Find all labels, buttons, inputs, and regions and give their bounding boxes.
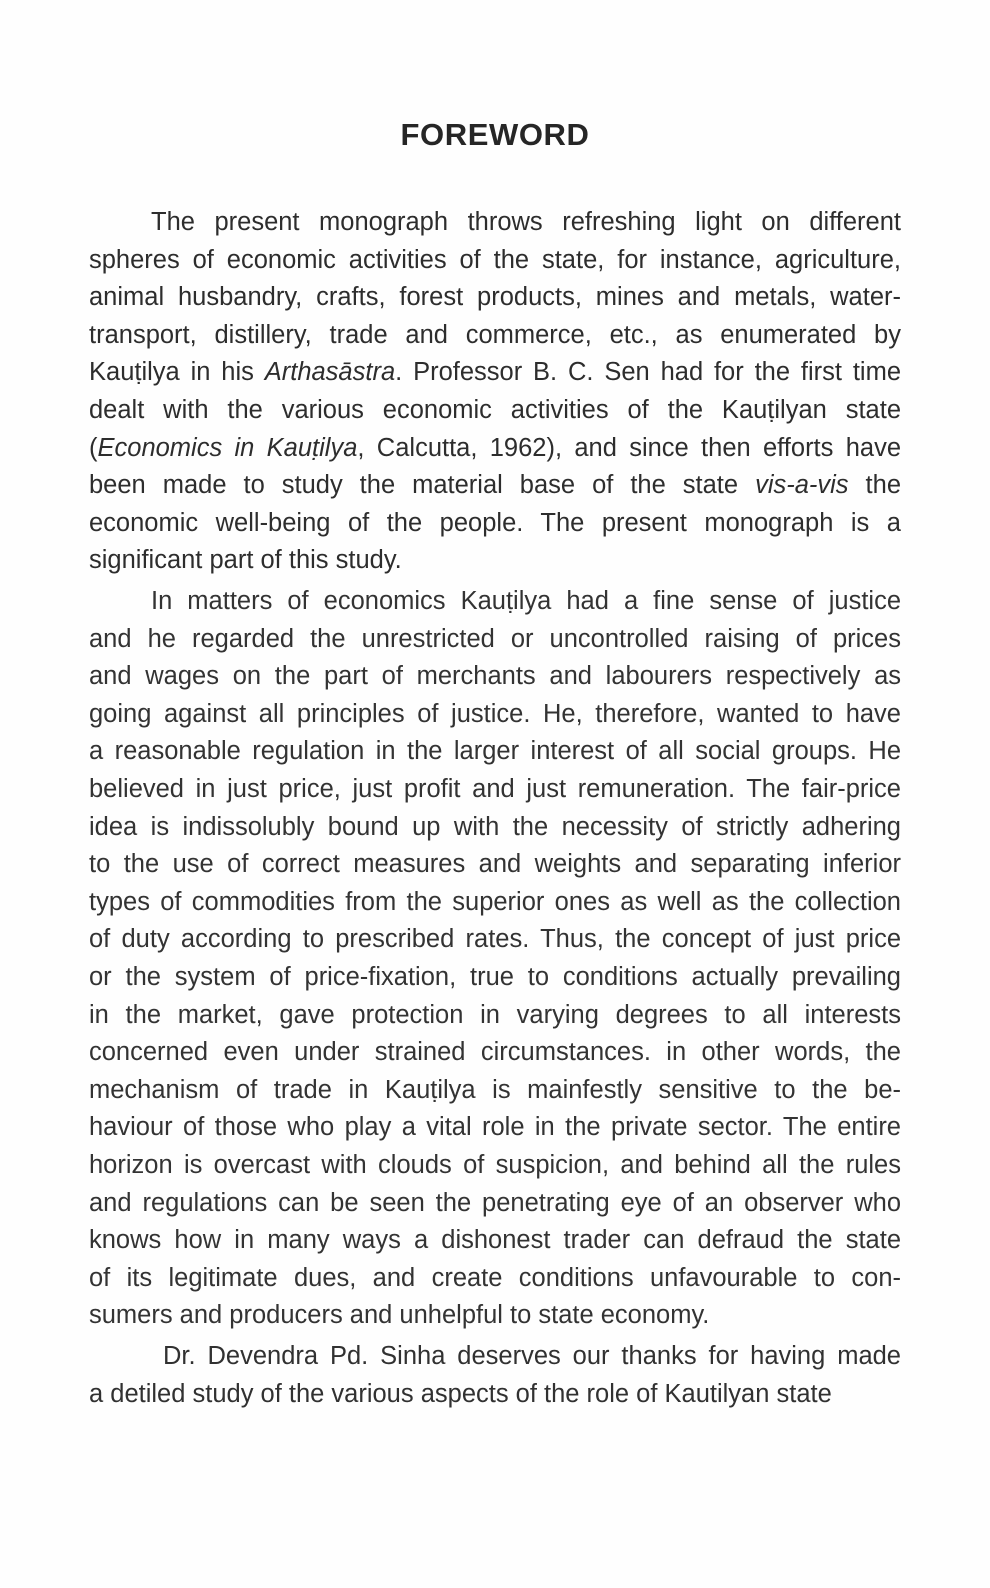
text-line: In matters of economics Kauṭilya had a fine sense of justice xyxy=(151,587,901,616)
text-line: a reasonable regulation in the larger interest of all social groups. He xyxy=(89,737,901,766)
text-line: a detiled study of the various aspects of the role of Kautilyan state xyxy=(89,1379,832,1408)
text-line: dealt with the various economic activities of the Kauṭilyan state xyxy=(89,396,901,425)
paragraph-3 xyxy=(89,1338,901,1413)
text-line: mechanism of trade in Kauṭilya is mainfestly sensitive to the be- xyxy=(89,1075,901,1104)
text-line: The present monograph throws refreshing light on different xyxy=(151,208,901,237)
text-line: haviour of those who play a vital role in the private sector. The entire xyxy=(89,1113,901,1142)
text-line: Kauṭilya in his Arthasāstra. Professor B. C. Sen had for the first time xyxy=(89,358,901,387)
text-line: types of commodities from the superior ones as well as the collection xyxy=(89,887,901,916)
text-line: going against all principles of justice. He, therefore, wanted to have xyxy=(89,699,901,728)
document-body xyxy=(89,152,901,1413)
text-line: to the use of correct measures and weights and separating inferior xyxy=(89,850,901,879)
text-line: animal husbandry, crafts, forest products, mines and metals, water- xyxy=(89,283,901,312)
text-line: in the market, gave protection in varying degrees to all interests xyxy=(89,1000,901,1029)
text-line: horizon is overcast with clouds of suspicion, and behind all the rules xyxy=(89,1150,901,1179)
text-line: of its legitimate dues, and create conditions unfavourable to con- xyxy=(89,1263,901,1292)
text-line: concerned even under strained circumstances. in other words, the xyxy=(89,1038,901,1067)
text-line: believed in just price, just profit and just remuneration. The fair-price xyxy=(89,775,901,803)
text-line: idea is indissolubly bound up with the necessity of strictly adhering xyxy=(89,812,901,841)
text-line: and he regarded the unrestricted or uncontrolled raising of prices xyxy=(89,624,901,653)
text-line: sumers and producers and unhelpful to state economy. xyxy=(89,1301,710,1330)
paragraph-2 xyxy=(89,583,901,1335)
page-title: FOREWORD xyxy=(400,117,590,152)
text-line: Dr. Devendra Pd. Sinha deserves our thanks for having made xyxy=(163,1341,901,1370)
text-line: been made to study the material base of the state vis-a-vis the xyxy=(89,471,901,500)
text-line: spheres of economic activities of the state, for instance, agriculture, xyxy=(89,245,901,274)
paragraph-1 xyxy=(89,204,901,580)
text-line: and wages on the part of merchants and labourers respectively as xyxy=(89,662,901,691)
text-line: of duty according to prescribed rates. Thus, the concept of just price xyxy=(89,925,901,954)
text-line: transport, distillery, trade and commerce, etc., as enumerated by xyxy=(89,320,901,349)
text-line: economic well-being of the people. The present monograph is a xyxy=(89,508,901,537)
text-line: significant part of this study. xyxy=(89,546,402,575)
text-line: and regulations can be seen the penetrating eye of an observer who xyxy=(89,1188,901,1217)
text-line: (Economics in Kauṭilya, Calcutta, 1962), and since then efforts have xyxy=(89,433,901,462)
text-line: knows how in many ways a dishonest trader can defraud the state xyxy=(89,1226,901,1255)
text-line: or the system of price-fixation, true to conditions actually prevailing xyxy=(89,962,901,991)
